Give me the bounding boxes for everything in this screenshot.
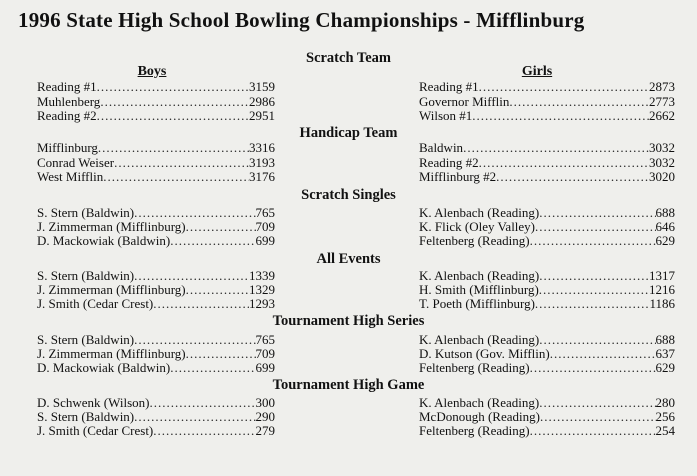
boys-entry (37, 268, 275, 283)
girls-entry (419, 346, 675, 361)
girls-entry (419, 332, 675, 347)
entry-score: 629 (655, 233, 675, 248)
girls-entry (419, 205, 675, 220)
boys-entry (37, 140, 275, 155)
entry-name: K. Alenbach (Reading) (419, 332, 540, 347)
section-heading-tournament-high-series: Tournament High Series (272, 313, 425, 329)
entry-name: S. Stern (Baldwin) (37, 409, 135, 424)
entry-name: Reading #2 (37, 108, 97, 123)
girls-entry (419, 395, 675, 410)
entry-name: Conrad Weiser (37, 155, 115, 170)
entry-score: 300 (255, 395, 275, 410)
boys-column-header: Boys (137, 64, 167, 79)
boys-entry (37, 296, 275, 311)
entry-score: 3316 (249, 140, 275, 155)
boys-entry (37, 219, 275, 234)
entry-name: S. Stern (Baldwin) (37, 268, 135, 283)
girls-entry (419, 296, 675, 311)
section-heading-scratch-team: Scratch Team (306, 50, 391, 66)
girls-entry (419, 219, 675, 234)
entry-name: S. Stern (Baldwin) (37, 205, 135, 220)
entry-name: Mifflinburg (37, 140, 98, 155)
girls-entry (419, 94, 675, 109)
entry-score: 2773 (649, 94, 675, 109)
entry-name: K. Flick (Oley Valley) (419, 219, 536, 234)
entry-name: D. Mackowiak (Baldwin) (37, 233, 171, 248)
entry-score: 1216 (649, 282, 675, 297)
boys-entry (37, 332, 275, 347)
entry-name: K. Alenbach (Reading) (419, 395, 540, 410)
boys-entry (37, 233, 275, 248)
entry-name: K. Alenbach (Reading) (419, 268, 540, 283)
entry-name: J. Zimmerman (Mifflinburg) (37, 346, 186, 361)
entry-score: 765 (255, 332, 275, 347)
entry-name: McDonough (Reading) (419, 409, 540, 424)
boys-entry (37, 79, 275, 94)
girls-entry (419, 169, 675, 184)
entry-name: J. Zimmerman (Mifflinburg) (37, 282, 186, 297)
entry-score: 2662 (649, 108, 675, 123)
entry-score: 3159 (249, 79, 275, 94)
entry-score: 2986 (249, 94, 275, 109)
entry-name: J. Zimmerman (Mifflinburg) (37, 219, 186, 234)
entry-score: 646 (655, 219, 675, 234)
girls-entry (419, 108, 675, 123)
entry-name: Feltenberg (Reading) (419, 233, 530, 248)
entry-name: D. Mackowiak (Baldwin) (37, 360, 171, 375)
boys-entry (37, 360, 275, 375)
boys-entry (37, 346, 275, 361)
girls-entry (419, 282, 675, 297)
entry-name: Reading #1 (419, 79, 479, 94)
girls-entry (419, 268, 675, 283)
entry-score: 3193 (249, 155, 275, 170)
entry-name: Feltenberg (Reading) (419, 423, 530, 438)
girls-entry (419, 423, 675, 438)
boys-entry (37, 423, 275, 438)
section-heading-handicap-team: Handicap Team (299, 125, 398, 141)
entry-name: Reading #2 (419, 155, 479, 170)
entry-score: 3020 (649, 169, 675, 184)
boys-entry (37, 108, 275, 123)
entry-score: 290 (255, 409, 275, 424)
entry-name: H. Smith (Mifflinburg) (419, 282, 539, 297)
entry-score: 1293 (249, 296, 275, 311)
boys-entry (37, 155, 275, 170)
entry-score: 1186 (649, 296, 675, 311)
entry-name: D. Schwenk (Wilson) (37, 395, 150, 410)
boys-entry (37, 395, 275, 410)
entry-name: T. Poeth (Mifflinburg) (419, 296, 535, 311)
entry-score: 3032 (649, 140, 675, 155)
boys-entry (37, 282, 275, 297)
boys-entry (37, 169, 275, 184)
entry-name: D. Kutson (Gov. Mifflin) (419, 346, 550, 361)
girls-entry (419, 79, 675, 94)
entry-score: 709 (255, 219, 275, 234)
entry-score: 629 (655, 360, 675, 375)
section-heading-tournament-high-game: Tournament High Game (272, 377, 425, 393)
entry-name: J. Smith (Cedar Crest) (37, 423, 154, 438)
entry-score: 765 (255, 205, 275, 220)
entry-name: S. Stern (Baldwin) (37, 332, 135, 347)
entry-score: 2873 (649, 79, 675, 94)
section-heading-scratch-singles: Scratch Singles (301, 187, 396, 203)
girls-entry (419, 360, 675, 375)
boys-entry (37, 94, 275, 109)
section-heading-all-events: All Events (316, 251, 381, 267)
entry-score: 637 (655, 346, 675, 361)
girls-entry (419, 409, 675, 424)
entry-score: 254 (655, 423, 675, 438)
girls-entry (419, 233, 675, 248)
entry-score: 709 (255, 346, 275, 361)
entry-name: Wilson #1 (419, 108, 473, 123)
girls-entry (419, 140, 675, 155)
girls-entry (419, 155, 675, 170)
entry-score: 3176 (249, 169, 275, 184)
entry-score: 688 (655, 205, 675, 220)
entry-score: 699 (255, 233, 275, 248)
entry-score: 1339 (249, 268, 275, 283)
page-title: 1996 State High School Bowling Championships - Mifflinburg (18, 8, 585, 32)
entry-name: Muhlenberg (37, 94, 101, 109)
entry-name: J. Smith (Cedar Crest) (37, 296, 154, 311)
girls-column-header: Girls (521, 64, 553, 79)
entry-score: 699 (255, 360, 275, 375)
entry-score: 2951 (249, 108, 275, 123)
boys-entry (37, 409, 275, 424)
entry-score: 256 (655, 409, 675, 424)
entry-name: Mifflinburg #2 (419, 169, 497, 184)
entry-name: West Mifflin (37, 169, 104, 184)
entry-score: 1329 (249, 282, 275, 297)
boys-entry (37, 205, 275, 220)
entry-score: 3032 (649, 155, 675, 170)
entry-score: 280 (655, 395, 675, 410)
entry-score: 688 (655, 332, 675, 347)
entry-score: 1317 (649, 268, 675, 283)
entry-name: Feltenberg (Reading) (419, 360, 530, 375)
entry-name: Baldwin (419, 140, 464, 155)
entry-name: K. Alenbach (Reading) (419, 205, 540, 220)
entry-score: 279 (255, 423, 275, 438)
entry-name: Governor Mifflin (419, 94, 510, 109)
entry-name: Reading #1 (37, 79, 97, 94)
